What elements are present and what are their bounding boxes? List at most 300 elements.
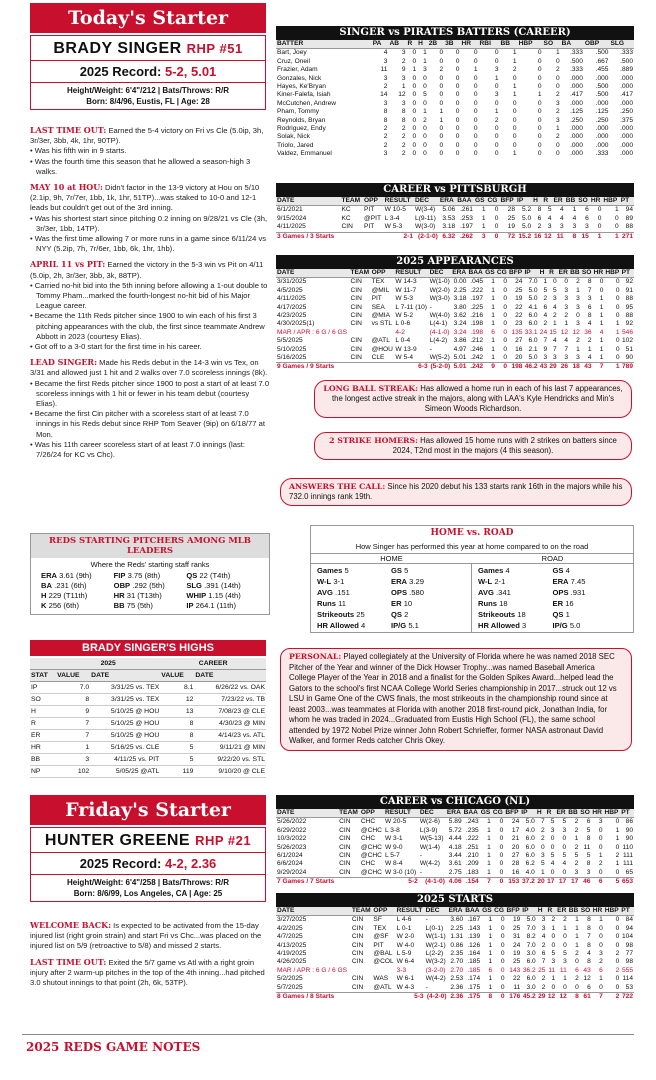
table-cell: 3 (564, 303, 569, 311)
table-cell: 0 (537, 49, 542, 57)
table-cell: 25 (507, 214, 515, 222)
home-stat (317, 587, 391, 598)
table-cell: 0 (473, 74, 478, 82)
table-cell: 8 (537, 206, 542, 214)
stat-value: .931 (570, 588, 586, 597)
table-row (276, 844, 634, 852)
table-cell: 11 (513, 983, 521, 991)
table-cell: 3 (587, 295, 592, 303)
column-header: HBP (604, 809, 619, 816)
table-cell: L(3-9) (419, 826, 438, 834)
table-cell: 1 (491, 278, 495, 286)
table-cell: 0 (439, 57, 444, 65)
table-cell: 1 (555, 125, 560, 133)
table-cell: R (31, 720, 36, 727)
column-header: BB (568, 809, 578, 816)
column-header: DATE (194, 670, 266, 682)
table-cell: .185 (467, 958, 481, 966)
table-cell: 2.75 (448, 868, 462, 876)
table-row (276, 933, 634, 941)
table-cell: .000 (620, 141, 633, 149)
table-cell: 98 (625, 941, 633, 949)
table-cell: 0 (455, 133, 460, 141)
table-cell: Hayes, Ke'Bryan (277, 83, 326, 91)
table-cell: 22 (512, 975, 521, 983)
table-cell: 7 (540, 818, 545, 826)
table-cell: .000 (570, 150, 583, 158)
table-cell: W 9-0 (385, 843, 403, 851)
table-cell: KC (341, 214, 351, 222)
total-cell: 3 (474, 232, 487, 241)
table-cell: 3.44 (448, 852, 462, 860)
friday-name-text: HUNTER GREENE (44, 832, 191, 849)
table-cell: 0 (439, 141, 444, 149)
rank-item (186, 571, 259, 581)
column-header: HBP (605, 269, 620, 276)
rank-value: 256 (6th) (46, 601, 79, 610)
rank-item (114, 581, 187, 591)
table-cell: 0 (455, 125, 460, 133)
table-cell: 0 (494, 214, 499, 222)
table-cell: 2 (587, 337, 592, 345)
table-cell: 1 (575, 916, 579, 924)
note-text: Exited the 5/7 game vs Atl with a right groin injury after 2 warm-up pitches in the top of the 4th inning...had pitched 3.0 shutout innings to that point (2h, 6k, 53TP). (30, 957, 265, 988)
table-cell: 2.70 (450, 958, 464, 966)
table-cell: W(4-2) (419, 860, 440, 868)
table-cell: 0 (503, 354, 507, 362)
column-header: OPP (372, 907, 395, 916)
rank-item (41, 591, 114, 601)
column-header: SO (580, 907, 591, 914)
table-cell: 88 (625, 312, 633, 320)
total-cell (338, 878, 360, 887)
table-cell: 0 (615, 843, 620, 851)
table-cell: CIN (351, 983, 364, 991)
note-paragraph (30, 259, 270, 352)
table-cell: 2 (512, 66, 517, 74)
table-cell: 1 (439, 108, 444, 116)
home-road-title: HOME vs. ROAD (311, 526, 633, 540)
table-cell: 19 (507, 223, 515, 231)
column-header: HR (592, 809, 602, 816)
table-cell: 0 (455, 91, 460, 99)
table-cell: CIN (339, 826, 351, 834)
table-cell: .333 (570, 66, 583, 74)
table-cell: 5.0 (528, 354, 538, 362)
table-cell: 2 (541, 983, 546, 991)
table-cell: 0 (455, 150, 460, 158)
column-header: OBP (584, 40, 610, 49)
table-cell: .000 (595, 141, 609, 149)
table-cell: W 6-4 (396, 958, 415, 966)
table-cell: 3 (383, 150, 388, 158)
table-cell: 3/31/2025 (277, 278, 307, 286)
table-cell: 3 (541, 916, 546, 924)
table-cell: 5 (550, 818, 555, 826)
table-cell: 0.86 (450, 941, 464, 949)
table-cell: W(1-0) (429, 278, 450, 286)
rank-item (114, 591, 187, 601)
table-row (276, 329, 634, 337)
table-cell: 0 (500, 966, 505, 974)
table-cell: 111 (622, 860, 633, 868)
table-cell: 24 (539, 328, 548, 336)
stat-label: ER (391, 599, 402, 608)
career-pit-table (276, 197, 634, 241)
stat-value: 10 (403, 599, 413, 608)
table-cell: CIN (339, 868, 351, 876)
table-cell: 0 (550, 835, 555, 843)
table-cell: .375 (620, 116, 633, 124)
column-header: IP (520, 809, 536, 818)
table-cell: 3.60 (450, 916, 464, 924)
mlb-leaders-box (30, 533, 270, 615)
total-cell: 6-3 (394, 363, 428, 372)
table-cell: 7/08/23 @ CLE (218, 708, 265, 715)
total-cell: 5 (604, 878, 621, 887)
todays-starter-card (30, 35, 266, 110)
table-cell: 2 (574, 843, 579, 851)
road-stat (553, 576, 628, 587)
table-cell: CIN (341, 223, 353, 231)
table-cell: 89 (625, 214, 633, 222)
table-cell: 0 (455, 74, 460, 82)
stat-value: 5.0 (569, 621, 581, 630)
total-cell: 6.32 (439, 232, 456, 241)
table-cell: 0 (499, 818, 504, 826)
table-cell: @MIL (371, 286, 390, 294)
table-cell: 1 (85, 744, 90, 751)
table-cell: 6 (488, 966, 493, 974)
table-cell: CIN (350, 354, 362, 362)
note-heading: APRIL 11 vs PIT: (30, 259, 106, 270)
table-cell: 1 (537, 91, 542, 99)
column-header: R (542, 197, 552, 206)
column-header: BB (570, 269, 580, 276)
table-cell: 8 (587, 941, 591, 949)
table-cell: 0 (500, 983, 505, 991)
table-cell: 4 (553, 303, 557, 311)
table-cell: 0 (555, 83, 560, 91)
column-header: ERA (446, 809, 461, 816)
table-cell: 3 (555, 116, 560, 124)
table-cell: 1 (599, 354, 604, 362)
table-cell: 10/3/2022 (277, 835, 307, 843)
table-cell: 4/7/2025 (277, 933, 303, 941)
table-cell: 0 (615, 345, 620, 353)
table-cell: 2 (576, 278, 580, 286)
table-row (276, 206, 634, 215)
table-cell: 0 (455, 49, 460, 57)
starter-name (31, 36, 265, 61)
column-header: RESULT (396, 907, 425, 916)
table-cell: 1 (563, 924, 567, 932)
total-cell: 7 (593, 363, 605, 372)
table-cell: 1 (401, 83, 406, 91)
column-header: BATTER (276, 40, 372, 49)
table-cell: 0 (439, 150, 444, 158)
table-cell: 20 (511, 843, 520, 851)
table-cell: 1 (491, 320, 495, 328)
column-header: ERA (452, 269, 467, 276)
table-cell: 0 (494, 150, 499, 158)
stat-label: Runs (478, 599, 497, 608)
table-cell: 2 (615, 950, 620, 958)
table-cell: 546 (621, 328, 633, 336)
record-value: 5-2, 5.01 (164, 64, 217, 79)
note-paragraph (30, 957, 270, 989)
note-bullet: • Was his 11th career scoreless start of at least 7.0 innings (last: 7/26/24 for KC vs Chc). (30, 440, 270, 460)
table-cell: 1 (481, 214, 486, 222)
table-cell: 0 (499, 826, 504, 834)
column-header: DEC (419, 809, 446, 818)
table-cell: 0 (615, 303, 620, 311)
table-cell: 6.0 (525, 843, 535, 851)
total-cell: 0 (492, 878, 504, 887)
table-cell: 19 (512, 916, 521, 924)
table-cell: 3 (494, 91, 499, 99)
table-cell: 22 (515, 303, 523, 311)
table-cell: 1 (575, 924, 579, 932)
column-header: IP (516, 197, 532, 206)
table-cell: 8 (85, 696, 90, 703)
total-cell: 6 (591, 878, 603, 887)
table-row (276, 835, 634, 843)
table-cell: 7.0 (526, 941, 536, 949)
table-cell: MAR / APR : 6 G / 6 GS (277, 328, 347, 336)
table-cell: 7.0 (528, 278, 538, 286)
table-cell: 0 (615, 924, 620, 932)
column-header: BFP (505, 809, 519, 816)
total-cell: 198 (508, 363, 523, 372)
career-chc-table (276, 809, 634, 887)
column-header: R (546, 907, 556, 916)
table-cell: .417 (570, 91, 583, 99)
column-header: GS (474, 197, 487, 206)
stat-label: IP/G (391, 621, 407, 630)
table-cell: 3.24 (453, 328, 467, 336)
table-cell: .417 (620, 91, 633, 99)
note-paragraph (30, 125, 270, 177)
table-cell: 4 (564, 337, 569, 345)
table-cell: 1 (512, 57, 517, 65)
table-cell: 3.24 (453, 320, 467, 328)
table-cell: (4-1-0) (429, 328, 450, 336)
table-cell: 6.0 (528, 337, 538, 345)
table-cell: @SF (373, 933, 389, 941)
batters-title: SINGER vs PIRATES BATTERS (CAREER) (276, 26, 634, 40)
table-cell: 0 (615, 975, 620, 983)
table-row (276, 320, 634, 328)
table-cell: 11 (559, 966, 567, 974)
stat-value: 18 (499, 599, 508, 608)
table-cell: 3 (423, 66, 427, 74)
table-cell: 0 (615, 295, 620, 303)
footer-title: 2025 REDS GAME NOTES (26, 1040, 201, 1054)
home-stat (391, 576, 465, 587)
stat-label: ERA (552, 577, 569, 586)
table-cell: 2 (383, 125, 388, 133)
table-cell: .185 (467, 966, 481, 974)
rank-value: .231 (6th) (51, 581, 87, 590)
table-cell: 1 (564, 320, 569, 328)
personal-heading: PERSONAL: (289, 652, 342, 661)
column-header: GS (480, 809, 491, 816)
header-row (30, 670, 266, 682)
table-cell: 1 (494, 108, 499, 116)
table-cell (351, 967, 373, 975)
home-stat (391, 565, 465, 576)
table-cell: @CHC (360, 843, 382, 851)
table-cell: @BAL (373, 950, 393, 958)
table-row (276, 58, 634, 66)
table-cell: 92 (625, 320, 633, 328)
note-heading: LAST TIME OUT: (30, 956, 107, 967)
total-cell: 20 (537, 878, 545, 886)
table-row (276, 83, 634, 91)
table-cell: 3.61 (448, 860, 462, 868)
total-cell: 9 Games / 9 Starts (276, 363, 349, 372)
table-cell: 2 (555, 66, 560, 74)
total-cell: 0 (493, 993, 505, 1002)
header-row (276, 907, 634, 916)
table-cell: 2 (383, 141, 388, 149)
table-cell: 0 (439, 83, 444, 91)
total-cell: 8 (565, 232, 578, 241)
table-cell: 2.25 (453, 286, 467, 294)
table-cell: .000 (620, 125, 633, 133)
highs-title: BRADY SINGER'S HIGHS (30, 640, 266, 656)
table-cell: 1 (487, 860, 491, 868)
table-cell: 2 (541, 941, 546, 949)
note-bullet: • Got off to a 3-0 start for the first time in his career. (30, 342, 270, 352)
column-header: DATE (276, 809, 338, 818)
personal-text: Played collegiately at the University of Florida where he was named 2018 SEC Pitcher of the Year and winner of the Dick Howser Trophy...was named Baseball America College Player of the Year in 2018 and a finalist for the Golden Spikes Award...helped lead the Gators to the school's first NCAA College World Series championship in 2017...struck out 12 vs LSU in Game One of the CWS finals, the most strikeouts in the championship round since at least 2003...was teammates at Florida with another 2018 first-round pick, Jonathan India, for whom he was traded in 2024...Graduated from Eustis High School (FL), the same school attended by 1972 Nobel Prize winner John Robert Schrieffer, former NASA astronaut David Walker, and former Reds catcher Chris Okey. (289, 652, 617, 745)
table-cell: 1 (599, 295, 604, 303)
table-cell: 90 (625, 826, 633, 834)
appearances-panel (276, 255, 634, 372)
table-cell: 0 (563, 941, 567, 949)
table-cell: 0 (473, 49, 478, 57)
column-header: HBP (518, 40, 543, 49)
table-cell: .246 (470, 345, 484, 353)
table-cell: 0 (551, 941, 556, 949)
table-cell: L 3-8 (385, 826, 400, 834)
column-header: BB (568, 907, 579, 914)
table-cell: L 0-6 (395, 320, 411, 328)
table-cell: 5/26/2023 (277, 843, 307, 851)
table-cell: CIN (350, 278, 362, 286)
table-row (30, 706, 266, 718)
total-cell: (4-1-0) (419, 878, 446, 887)
table-cell: .000 (595, 133, 609, 141)
starter-bio (31, 83, 265, 109)
table-cell: 4.1 (528, 303, 538, 311)
table-cell: .045 (470, 278, 484, 286)
table-cell: 9/10/20 @ CLE (218, 768, 265, 775)
table-cell: 2 (540, 826, 545, 834)
table-cell: 2 (383, 83, 388, 91)
table-cell: W 5-3 (395, 295, 413, 303)
stat-label: GS (552, 566, 564, 575)
table-cell: 0.00 (453, 278, 467, 286)
note-bullet: • Was the first time allowing 7 or more runs in a game since 6/11/24 vs NYY (5.2ip, 7h, 7r/6er, 1bb, 6k, 1hr, 1hb). (30, 234, 270, 254)
table-cell: 6 (587, 303, 592, 311)
table-cell: - (425, 983, 428, 991)
table-cell: 94 (625, 924, 633, 932)
table-cell: 2 (599, 958, 603, 966)
road-stat (478, 587, 553, 598)
table-cell: 3 (383, 74, 388, 82)
table-cell: 0 (412, 83, 417, 91)
table-cell: 8 (586, 835, 591, 843)
table-cell: 0 (455, 141, 460, 149)
table-cell: W(4-0) (429, 312, 450, 320)
total-cell: 12 (544, 232, 552, 240)
road-stat (553, 598, 628, 609)
table-cell: W 5-4 (395, 354, 413, 362)
total-cell (351, 993, 373, 1002)
table-cell: 1 (487, 843, 491, 851)
column-header: DEC (425, 907, 448, 916)
stat-value: 5 (344, 566, 349, 575)
column-header: HR (460, 40, 478, 49)
table-cell: 0 (439, 91, 444, 99)
table-cell: 0 (599, 278, 604, 286)
stat-value: 2-1 (494, 577, 506, 586)
table-cell: 4 (543, 312, 548, 320)
table-cell: 2 (401, 150, 406, 158)
table-cell: 0 (473, 141, 478, 149)
table-cell: 3 (598, 818, 603, 826)
table-cell: 88 (625, 295, 633, 303)
column-header: SLG (609, 40, 634, 49)
table-cell: 0 (537, 108, 542, 116)
rank-stat: WHIP (186, 591, 207, 600)
table-cell: 4.97 (453, 345, 467, 353)
table-cell: 1 (491, 295, 495, 303)
table-cell: 1 (487, 868, 491, 876)
table-cell: 3 (576, 303, 580, 311)
table-cell: 3 (555, 99, 560, 107)
starter-position: RHP #51 (186, 41, 243, 56)
table-cell: 65 (625, 868, 633, 876)
table-cell: 1 (599, 345, 604, 353)
total-cell: 2-1 (384, 232, 414, 241)
two-strike-homers-note (314, 432, 632, 460)
total-cell: (5-2-0) (430, 363, 451, 371)
total-cell: 15 (577, 232, 590, 241)
pill-text: Has allowed a home run in each of his last 7 appearances, the longest active streak in the majors, along with LAA's Kyle Hendricks and Min's Simeon Woods Richardson. (331, 384, 623, 413)
note-bullet: • Was his fifth win in 9 starts. (30, 146, 270, 156)
table-cell: CIN (339, 843, 351, 851)
table-cell: 0 (412, 125, 417, 133)
column-header: CG (492, 809, 503, 816)
table-cell: 3 (562, 826, 567, 834)
total-cell: 46 (579, 878, 591, 887)
table-cell: .333 (595, 150, 609, 158)
table-cell: 0 (500, 924, 505, 932)
table-cell: SO (31, 696, 41, 703)
table-cell: 7 (85, 720, 90, 727)
table-cell: .500 (570, 57, 583, 65)
note-heading: MAY 10 at HOU: (30, 182, 103, 193)
table-cell: W(2-1) (425, 941, 446, 949)
table-cell: 0 (563, 933, 567, 941)
total-cell: 5-2 (384, 878, 419, 887)
total-cell: 37.2 (522, 878, 535, 886)
table-cell: 0 (423, 125, 427, 133)
